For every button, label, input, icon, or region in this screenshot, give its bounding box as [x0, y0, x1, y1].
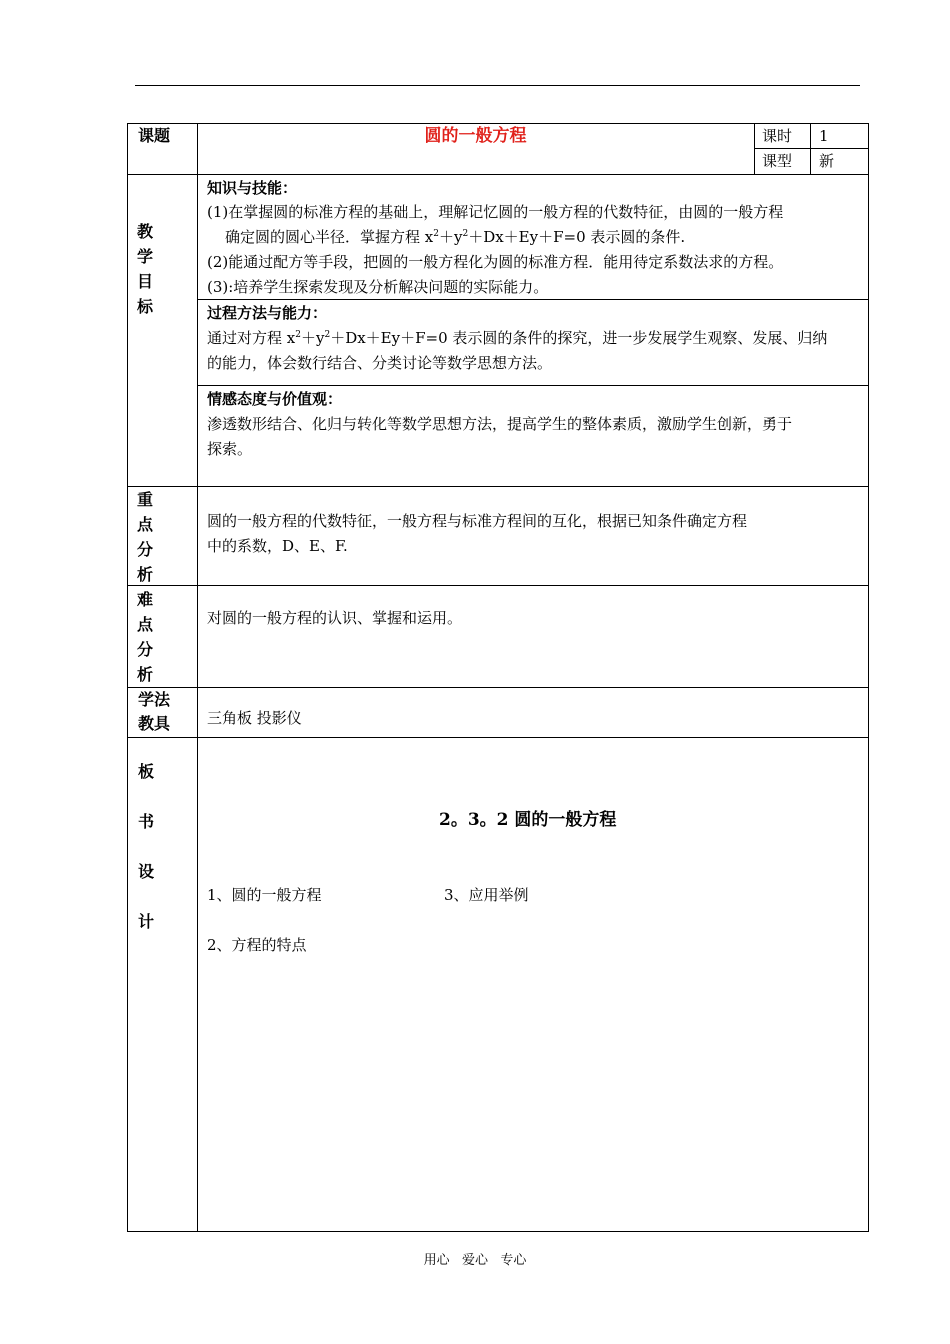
- key-points-label: 重点分析: [137, 490, 154, 584]
- emotion-heading: 情感态度与价值观：: [207, 390, 343, 408]
- board-item-3: 3、应用举例: [444, 886, 529, 904]
- tools-label-1: 学法: [138, 690, 171, 709]
- board-label-char-2: 书: [138, 812, 155, 831]
- knowledge-item1-line1: (1)在掌握圆的标准方程的基础上，理解记忆圆的一般方程的代数特征，由圆的一般方程: [207, 203, 784, 221]
- knowledge-item2: (2)能通过配方等手段，把圆的一般方程化为圆的标准方程．能用待定系数法求的方程。: [207, 253, 784, 271]
- process-line2: 的能力，体会数行结合、分类讨论等数学思想方法。: [207, 354, 553, 372]
- key-points-line2: 中的系数，D、E、F.: [207, 537, 348, 555]
- board-title: 2。3。2 圆的一般方程: [439, 810, 617, 830]
- page-title: 圆的一般方程: [424, 126, 527, 146]
- page-footer: 用心 爱心 专心: [423, 1253, 527, 1268]
- emotion-line1: 渗透数形结合、化归与转化等数学思想方法，提高学生的整体素质，激励学生创新，勇于: [207, 415, 793, 433]
- knowledge-heading: 知识与技能：: [207, 179, 298, 197]
- emotion-line2: 探索。: [207, 440, 253, 458]
- objectives-label: 教学目标: [137, 222, 154, 316]
- process-line1: 通过对方程 $x^2+y^2+Dx+Ey+F=0$ 表示圆的条件的探究，进一步发展学生观察、发展、归纳: [207, 329, 828, 347]
- knowledge-item3: (3):培养学生探索发现及分析解决问题的实际能力。: [207, 278, 549, 296]
- board-label-char-4: 计: [138, 912, 155, 931]
- hours-label: 课时: [762, 127, 793, 145]
- header-rule: [135, 85, 860, 86]
- board-label-char-1: 板: [138, 762, 155, 781]
- topic-label: 课题: [138, 126, 171, 145]
- board-item-1: 1、圆的一般方程: [207, 886, 322, 904]
- process-heading: 过程方法与能力：: [207, 304, 328, 322]
- type-label: 课型: [762, 152, 793, 170]
- board-label-char-3: 设: [138, 862, 155, 881]
- board-item-2: 2、方程的特点: [207, 936, 307, 954]
- hours-value: 1: [819, 127, 829, 145]
- tools-text: 三角板 投影仪: [207, 709, 302, 727]
- type-value: 新: [819, 152, 835, 170]
- knowledge-item1-line2: 确定圆的圆心半径．掌握方程 $x^2+y^2+Dx+Ey+F=0$ 表示圆的条件.: [225, 228, 686, 246]
- tools-label-2: 教具: [138, 714, 171, 733]
- difficult-points-label: 难点分析: [137, 590, 154, 684]
- difficult-points-text: 对圆的一般方程的认识、掌握和运用。: [207, 609, 463, 627]
- key-points-line1: 圆的一般方程的代数特征，一般方程与标准方程间的互化，根据已知条件确定方程: [207, 512, 748, 530]
